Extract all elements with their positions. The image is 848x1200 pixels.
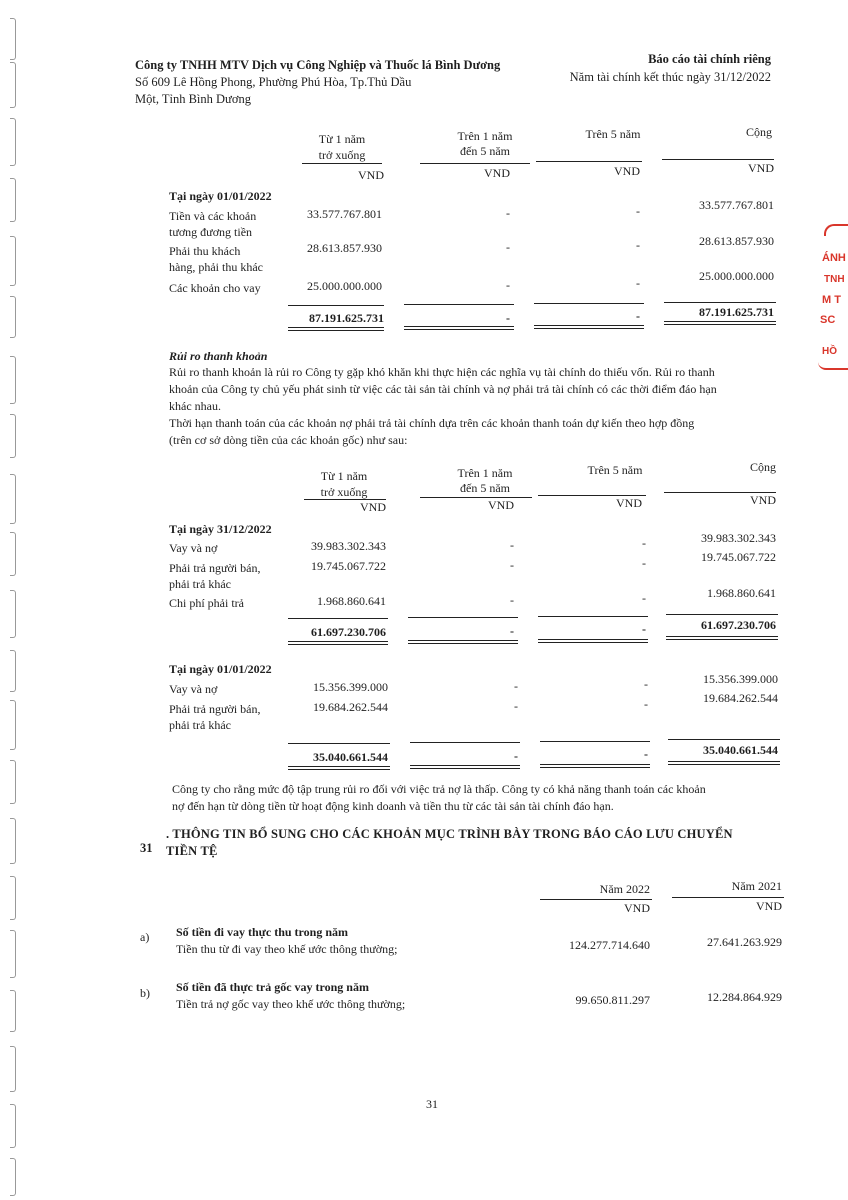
table2-row3-label: Chi phí phải trả — [169, 596, 244, 610]
table2-row3-c4: 1.968.860.641 — [707, 586, 776, 600]
item-a-desc: Tiền thu từ đi vay theo khế ước thông thường; — [176, 942, 398, 956]
unit-2: VND — [484, 166, 510, 180]
table3-row2-c4: 19.684.262.544 — [703, 691, 778, 705]
liquidity-risk-paragraph: Rủi ro thanh khoản là rủi ro Công ty gặp khó khăn khi thực hiện các nghĩa vụ tài chính do thiếu vốn. Rủi ro thanh khoản của Công ty chủ yếu phát sinh từ việc các tài sản tài chính và nợ phải trả tài chính có các thời điểm đáo hạn khác nhau. Thời hạn thanh toán của các khoản nợ phải trả tài chính dựa trên các khoản thanh toán dự kiến theo hợp đồng (trên cơ sở dòng tiền của các khoản gốc) như sau: — [169, 365, 717, 447]
table2-row1-c2: - — [510, 538, 514, 552]
table2-row2-c1: 19.745.067.722 — [311, 559, 386, 573]
col-header-4: Cộng — [745, 125, 772, 139]
table3-row1-c2: - — [514, 679, 518, 693]
col-header-3: Trên 5 năm — [585, 127, 641, 141]
table1-row1-c2: - — [506, 206, 510, 220]
table2-row2-c2: - — [510, 558, 514, 572]
stamp-text-1: ÁNH — [822, 252, 846, 264]
table1-row3-c4: 25.000.000.000 — [699, 269, 774, 283]
table1-total-c1: 87.191.625.731 — [309, 311, 384, 325]
stamp-text-2: TNH — [824, 274, 845, 285]
item-a-letter: a) — [140, 930, 150, 944]
stamp-text-3: M T — [822, 294, 841, 306]
item-b-2021: 12.284.864.929 — [707, 990, 782, 1004]
table1-row3-c1: 25.000.000.000 — [307, 279, 382, 293]
table2-total-c4: 61.697.230.706 — [701, 618, 776, 632]
table3-row2-c3: - — [644, 697, 648, 711]
stamp-text-4: SC — [820, 314, 836, 326]
unit-4: VND — [748, 161, 774, 175]
unit-3: VND — [614, 164, 640, 178]
item-a-2021: 27.641.263.929 — [707, 935, 782, 949]
table2-row1-label: Vay và nợ — [169, 541, 218, 555]
table1-row2-c3: - — [636, 238, 640, 252]
table1-row3-label: Các khoản cho vay — [169, 281, 261, 295]
table2-row3-c1: 1.968.860.641 — [317, 594, 386, 608]
section31-col-2021: Năm 2021 — [731, 879, 782, 893]
table1-row1-label: Tiền và các khoản tương đương tiền — [169, 209, 257, 239]
t2-unit-3: VND — [616, 496, 642, 510]
conclusion-paragraph: Công ty cho rằng mức độ tập trung rủi ro đối với việc trả nợ là thấp. Công ty có khả năng thanh toán các khoản nợ đến hạn từ dòng tiền từ hoạt động kinh doanh và tiền thu từ các tài sản tài chính đáo hạn. — [172, 782, 706, 813]
section31-unit-2022: VND — [624, 901, 650, 915]
stamp-text-5: HỒ — [822, 346, 837, 357]
table3-row1-c1: 15.356.399.000 — [313, 680, 388, 694]
table2-row2-c4: 19.745.067.722 — [701, 550, 776, 564]
t2-col-header-4: Cộng — [749, 460, 776, 474]
table1-row1-c4: 33.577.767.801 — [699, 198, 774, 212]
t2-col-header-1: Từ 1 năm trở xuống — [320, 469, 368, 499]
table2-total-c2: - — [510, 624, 514, 638]
table3-row1-c3: - — [644, 677, 648, 691]
table1-date: Tại ngày 01/01/2022 — [169, 189, 272, 203]
t2-unit-1: VND — [360, 500, 386, 514]
t2-col-header-3: Trên 5 năm — [587, 463, 643, 477]
item-a-heading: Số tiền đi vay thực thu trong năm — [176, 925, 349, 939]
table2-row3-c2: - — [510, 593, 514, 607]
table3-row1-c4: 15.356.399.000 — [703, 672, 778, 686]
table3-total-c4: 35.040.661.544 — [703, 743, 778, 757]
table1-total-c2: - — [506, 311, 510, 325]
t2-unit-2: VND — [488, 498, 514, 512]
company-address-line2: Một, Tỉnh Bình Dương — [135, 92, 251, 106]
t2-col-header-2: Trên 1 năm đến 5 năm — [457, 466, 513, 495]
table3-date: Tại ngày 01/01/2022 — [169, 662, 272, 676]
table3-total-c1: 35.040.661.544 — [313, 750, 388, 764]
table2-row2-c3: - — [642, 556, 646, 570]
table2-row2-label: Phải trả người bán, phải trả khác — [169, 561, 261, 591]
table2-row1-c1: 39.983.302.343 — [311, 539, 386, 553]
section31-number: 31 — [140, 841, 153, 855]
table1-row2-c4: 28.613.857.930 — [699, 234, 774, 248]
table3-total-c3: - — [644, 747, 648, 761]
table2-total-c3: - — [642, 622, 646, 636]
document-header-right — [570, 50, 771, 86]
t2-unit-4: VND — [750, 493, 776, 507]
col-header-1: Từ 1 năm trở xuống — [318, 132, 366, 162]
table2-row3-c3: - — [642, 591, 646, 605]
unit-1: VND — [358, 168, 384, 182]
item-a-2022: 124.277.714.640 — [569, 938, 650, 952]
report-period: Năm tài chính kết thúc ngày 31/12/2022 — [569, 70, 771, 84]
table1-row1-c1: 33.577.767.801 — [307, 207, 382, 221]
col-header-2: Trên 1 năm đến 5 năm — [457, 129, 513, 158]
table1-row3-c3: - — [636, 276, 640, 290]
table3-row1-label: Vay và nợ — [169, 682, 218, 696]
table2-row1-c4: 39.983.302.343 — [701, 531, 776, 545]
table3-row2-c1: 19.684.262.544 — [313, 700, 388, 714]
table1-row2-c2: - — [506, 240, 510, 254]
company-name: Công ty TNHH MTV Dịch vụ Công Nghiệp và Thuốc lá Bình Dương — [135, 58, 501, 72]
table1-total-c4: 87.191.625.731 — [699, 305, 774, 319]
table2-total-c1: 61.697.230.706 — [311, 625, 386, 639]
liquidity-risk-heading: Rủi ro thanh khoản — [169, 349, 268, 363]
item-b-desc: Tiền trả nợ gốc vay theo khế ước thông thường; — [176, 997, 406, 1011]
report-title: Báo cáo tài chính riêng — [648, 52, 771, 66]
table3-total-c2: - — [514, 749, 518, 763]
table2-row1-c3: - — [642, 536, 646, 550]
table1-row1-c3: - — [636, 204, 640, 218]
item-b-2022: 99.650.811.297 — [575, 993, 650, 1007]
section31-unit-2021: VND — [756, 899, 782, 913]
table1-row3-c2: - — [506, 278, 510, 292]
table2-date: Tại ngày 31/12/2022 — [169, 522, 272, 536]
table3-row2-c2: - — [514, 699, 518, 713]
document-header-left — [135, 57, 500, 108]
table1-row2-c1: 28.613.857.930 — [307, 241, 382, 255]
item-b-heading: Số tiền đã thực trả gốc vay trong năm — [176, 980, 369, 994]
page-number: 31 — [426, 1097, 438, 1111]
table3-row2-label: Phải trả người bán, phải trả khác — [169, 702, 261, 732]
item-b-letter: b) — [140, 986, 150, 1000]
section31-title: . THÔNG TIN BỔ SUNG CHO CÁC KHOẢN MỤC TRÌNH BÀY TRONG BÁO CÁO LƯU CHUYỂN TIỀN TỆ — [166, 827, 733, 858]
table1-row2-label: Phải thu khách hàng, phải thu khác — [169, 244, 263, 274]
table1-total-c3: - — [636, 309, 640, 323]
company-address-line1: Số 609 Lê Hồng Phong, Phường Phú Hòa, Tp.Thủ Dầu — [135, 75, 412, 89]
section31-col-2022: Năm 2022 — [599, 882, 650, 896]
